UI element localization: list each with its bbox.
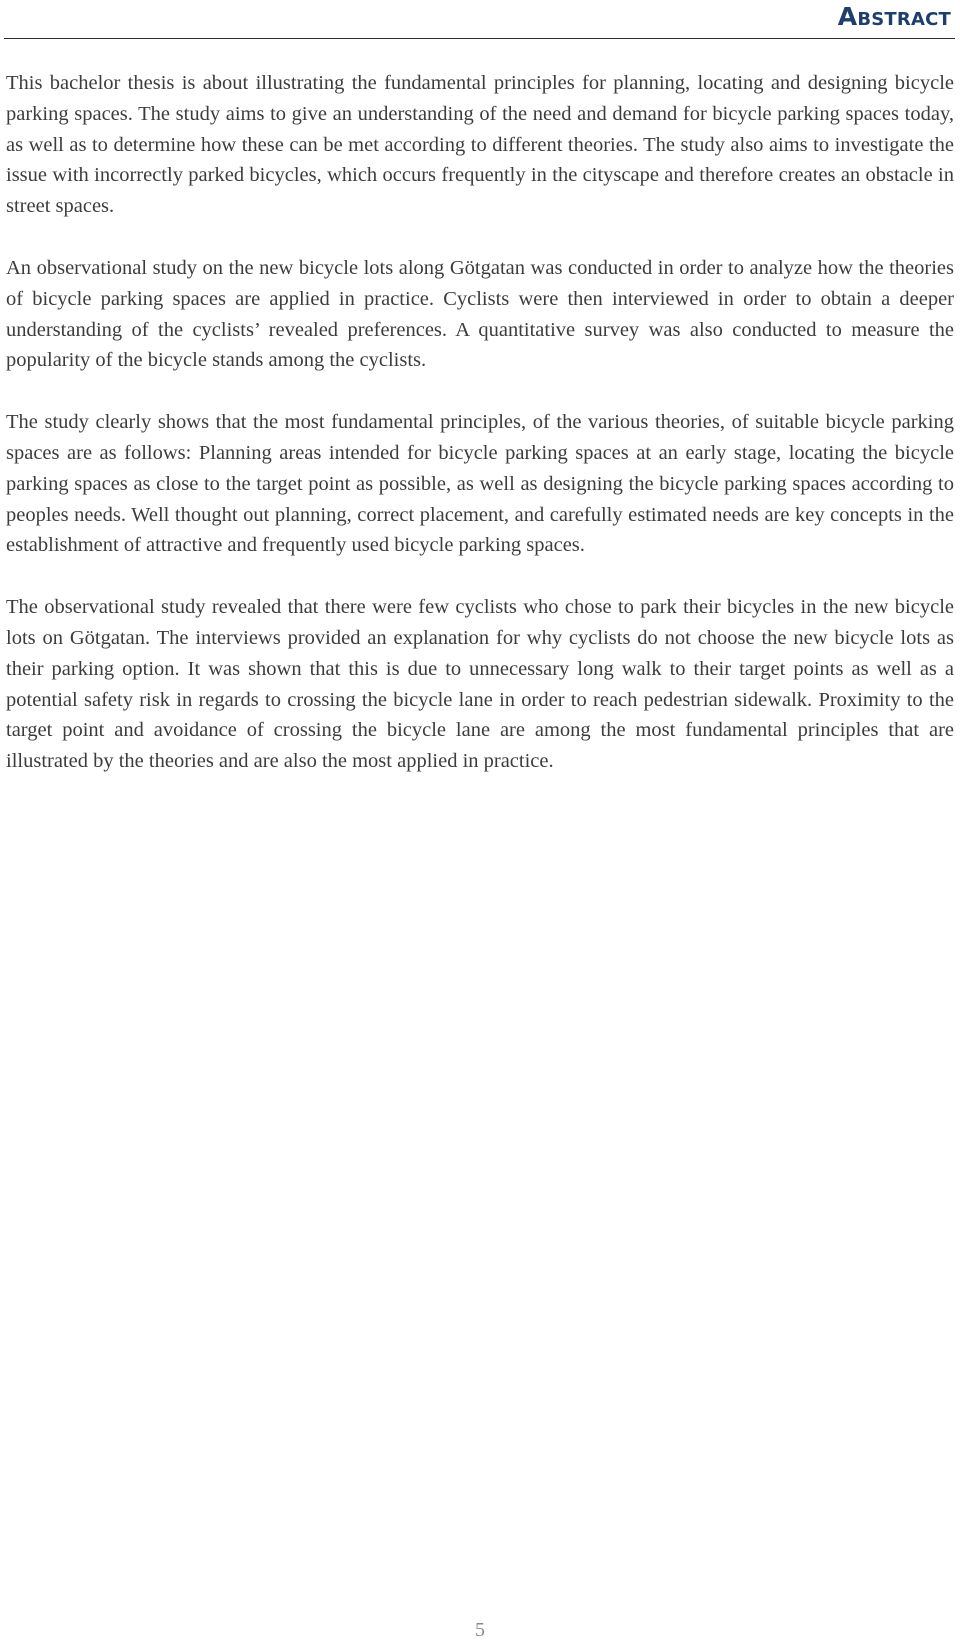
abstract-body	[6, 68, 954, 808]
abstract-paragraph-4: The observational study revealed that there were few cyclists who chose to park their bicycles in the new bicycle lots on Götgatan. The interviews provided an explanation for why cyclists do not choose the new bicycle lots as their parking option. It was shown that this is due to unnecessary long walk to their target points as well as a potential safety risk in regards to crossing the bicycle lane in order to reach pedestrian sidewalk. Proximity to the target point and avoidance of crossing the bicycle lane are among the most fundamental principles that are illustrated by the theories and are also the most applied in practice.	[6, 596, 954, 773]
abstract-paragraph-3: The study clearly shows that the most fundamental principles, of the various theories, of suitable bicycle parking spaces are as follows: Planning areas intended for bicycle parking spaces at an early stage, locating the bicycle parking spaces as close to the target point as possible, as well as designing the bicycle parking spaces according to peoples needs. Well thought out planning, correct placement, and carefully estimated needs are key concepts in the establishment of attractive and frequently used bicycle parking spaces.	[6, 411, 954, 557]
page-title: Abstract	[837, 2, 951, 31]
page-number: 5	[475, 1619, 485, 1641]
abstract-paragraph-2: An observational study on the new bicycle lots along Götgatan was conducted in order to analyze how the theories of bicycle parking spaces are applied in practice. Cyclists were then interviewed in order to obtain a deeper understanding of the cyclists’ revealed preferences. A quantitative survey was also conducted to measure the popularity of the bicycle stands among the cyclists.	[6, 256, 954, 372]
abstract-paragraph-1: This bachelor thesis is about illustrating the fundamental principles for planning, locating and designing bicycle parking spaces. The study aims to give an understanding of the need and demand for bicycle parking spaces today, as well as to determine how these can be met according to different theories. The study also aims to investigate the issue with incorrectly parked bicycles, which occurs frequently in the cityscape and therefore creates an obstacle in street spaces.	[6, 72, 954, 218]
page-header	[4, 0, 955, 39]
